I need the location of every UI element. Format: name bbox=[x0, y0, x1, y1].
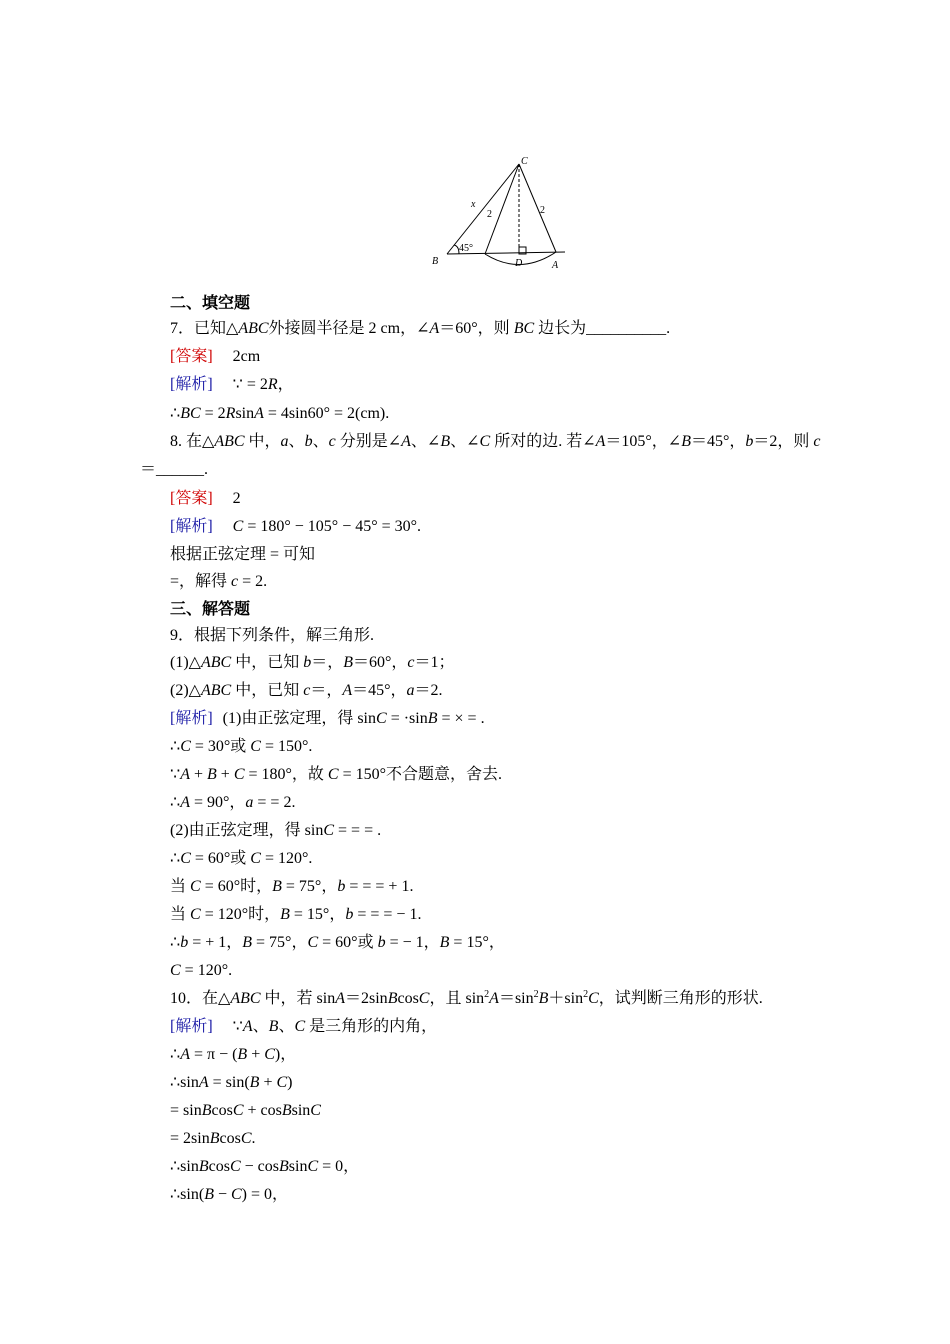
analysis-10-line5: = 2sinBcosC. bbox=[170, 1130, 256, 1147]
analysis-tag: [解析] bbox=[170, 1018, 213, 1035]
answer-tag: [答案] bbox=[170, 348, 213, 365]
analysis-9-line8: 当 C = 120°时，B = 15°，b = = = − 1. bbox=[170, 906, 422, 923]
analysis-10-line4: = sinBcosC + cosBsinC bbox=[170, 1102, 321, 1119]
label-a: A bbox=[552, 260, 559, 271]
label-c: C bbox=[521, 156, 528, 167]
analysis-tag: [解析] bbox=[170, 710, 213, 727]
section-title-solve: 三、解答题 bbox=[170, 601, 251, 618]
analysis-10-line6: ∴sinBcosC − cosBsinC = 0， bbox=[170, 1158, 360, 1175]
question-8: 8. 在△ABC 中，a、b、c 分别是∠A、∠B、∠C 所对的边. 若∠A＝105°，∠B＝45°，b＝2，则 c bbox=[170, 433, 821, 450]
answer-tag: [答案] bbox=[170, 490, 213, 507]
analysis-9-line9: ∴b = + 1，B = 75°，C = 60°或 b = − 1，B = 15°， bbox=[170, 934, 505, 951]
analysis-9-line6: ∴C = 60°或 C = 120°. bbox=[170, 850, 313, 867]
analysis-9-line3: ∵A + B + C = 180°，故 C = 150°不合题意，舍去. bbox=[170, 766, 503, 783]
question-10: 10．在△ABC 中，若 sinA＝2sinBcosC，且 $\sin^2A=\sin^2B+\sin^2C$，试判断三角形的形状. bbox=[170, 989, 763, 1007]
analysis-8-line3: =，解得 c = 2. bbox=[170, 573, 268, 590]
label-side-2-right: 2 bbox=[540, 205, 545, 216]
analysis-9: [解析] (1)由正弦定理，得 sinC = ·sinB = × = . bbox=[170, 710, 485, 727]
label-d: D bbox=[515, 258, 523, 269]
label-b: B bbox=[432, 256, 439, 267]
label-side-2-left: 2 bbox=[487, 209, 492, 220]
triangle-diagram bbox=[425, 152, 575, 274]
question-9: 9．根据下列条件，解三角形. bbox=[170, 627, 375, 644]
analysis-7: [解析] ∵ = 2R， bbox=[170, 376, 294, 393]
side-ca bbox=[519, 164, 556, 252]
analysis-9-line5: (2)由正弦定理，得 sinC = = = . bbox=[170, 822, 382, 839]
analysis-9-line7: 当 C = 60°时，B = 75°，b = = = + 1. bbox=[170, 878, 414, 895]
analysis-10-line2: ∴A = π − (B + C)， bbox=[170, 1046, 297, 1063]
analysis-tag: [解析] bbox=[170, 518, 213, 535]
section-title-fill-in: 二、填空题 bbox=[170, 295, 251, 312]
side-bc bbox=[447, 164, 519, 254]
analysis-tag: [解析] bbox=[170, 376, 213, 393]
analysis-8-line2: 根据正弦定理 = 可知 bbox=[170, 546, 316, 563]
question-7: 7．已知△ABC外接圆半径是 2 cm，∠A＝60°，则 BC 边长为__________. bbox=[170, 320, 671, 337]
label-x: x bbox=[471, 199, 476, 210]
analysis-10-line3: ∴sinA = sin(B + C) bbox=[170, 1074, 293, 1091]
answer-7: [答案] 2cm bbox=[170, 348, 261, 365]
label-angle: 45° bbox=[459, 243, 473, 254]
answer-8: [答案] 2 bbox=[170, 490, 241, 507]
analysis-9-line10: C = 120°. bbox=[170, 962, 233, 979]
analysis-9-line2: ∴C = 30°或 C = 150°. bbox=[170, 738, 313, 755]
triangle-figure bbox=[425, 152, 575, 274]
question-9-part1: (1)△ABC 中，已知 b＝，B＝60°，c＝1； bbox=[170, 654, 455, 671]
question-8-line2: ＝______. bbox=[140, 461, 209, 478]
analysis-8: [解析] C = 180° − 105° − 45° = 30°. bbox=[170, 518, 422, 535]
analysis-10-line7: ∴sin(B − C) = 0， bbox=[170, 1186, 289, 1203]
analysis-7-line2: ∴BC = 2RsinA = 4sin60° = 2(cm). bbox=[170, 405, 390, 422]
analysis-10: [解析] ∵A、B、C 是三角形的内角， bbox=[170, 1018, 438, 1035]
question-9-part2: (2)△ABC 中，已知 c＝，A＝45°，a＝2. bbox=[170, 682, 443, 699]
analysis-9-line4: ∴A = 90°，a = = 2. bbox=[170, 794, 296, 811]
